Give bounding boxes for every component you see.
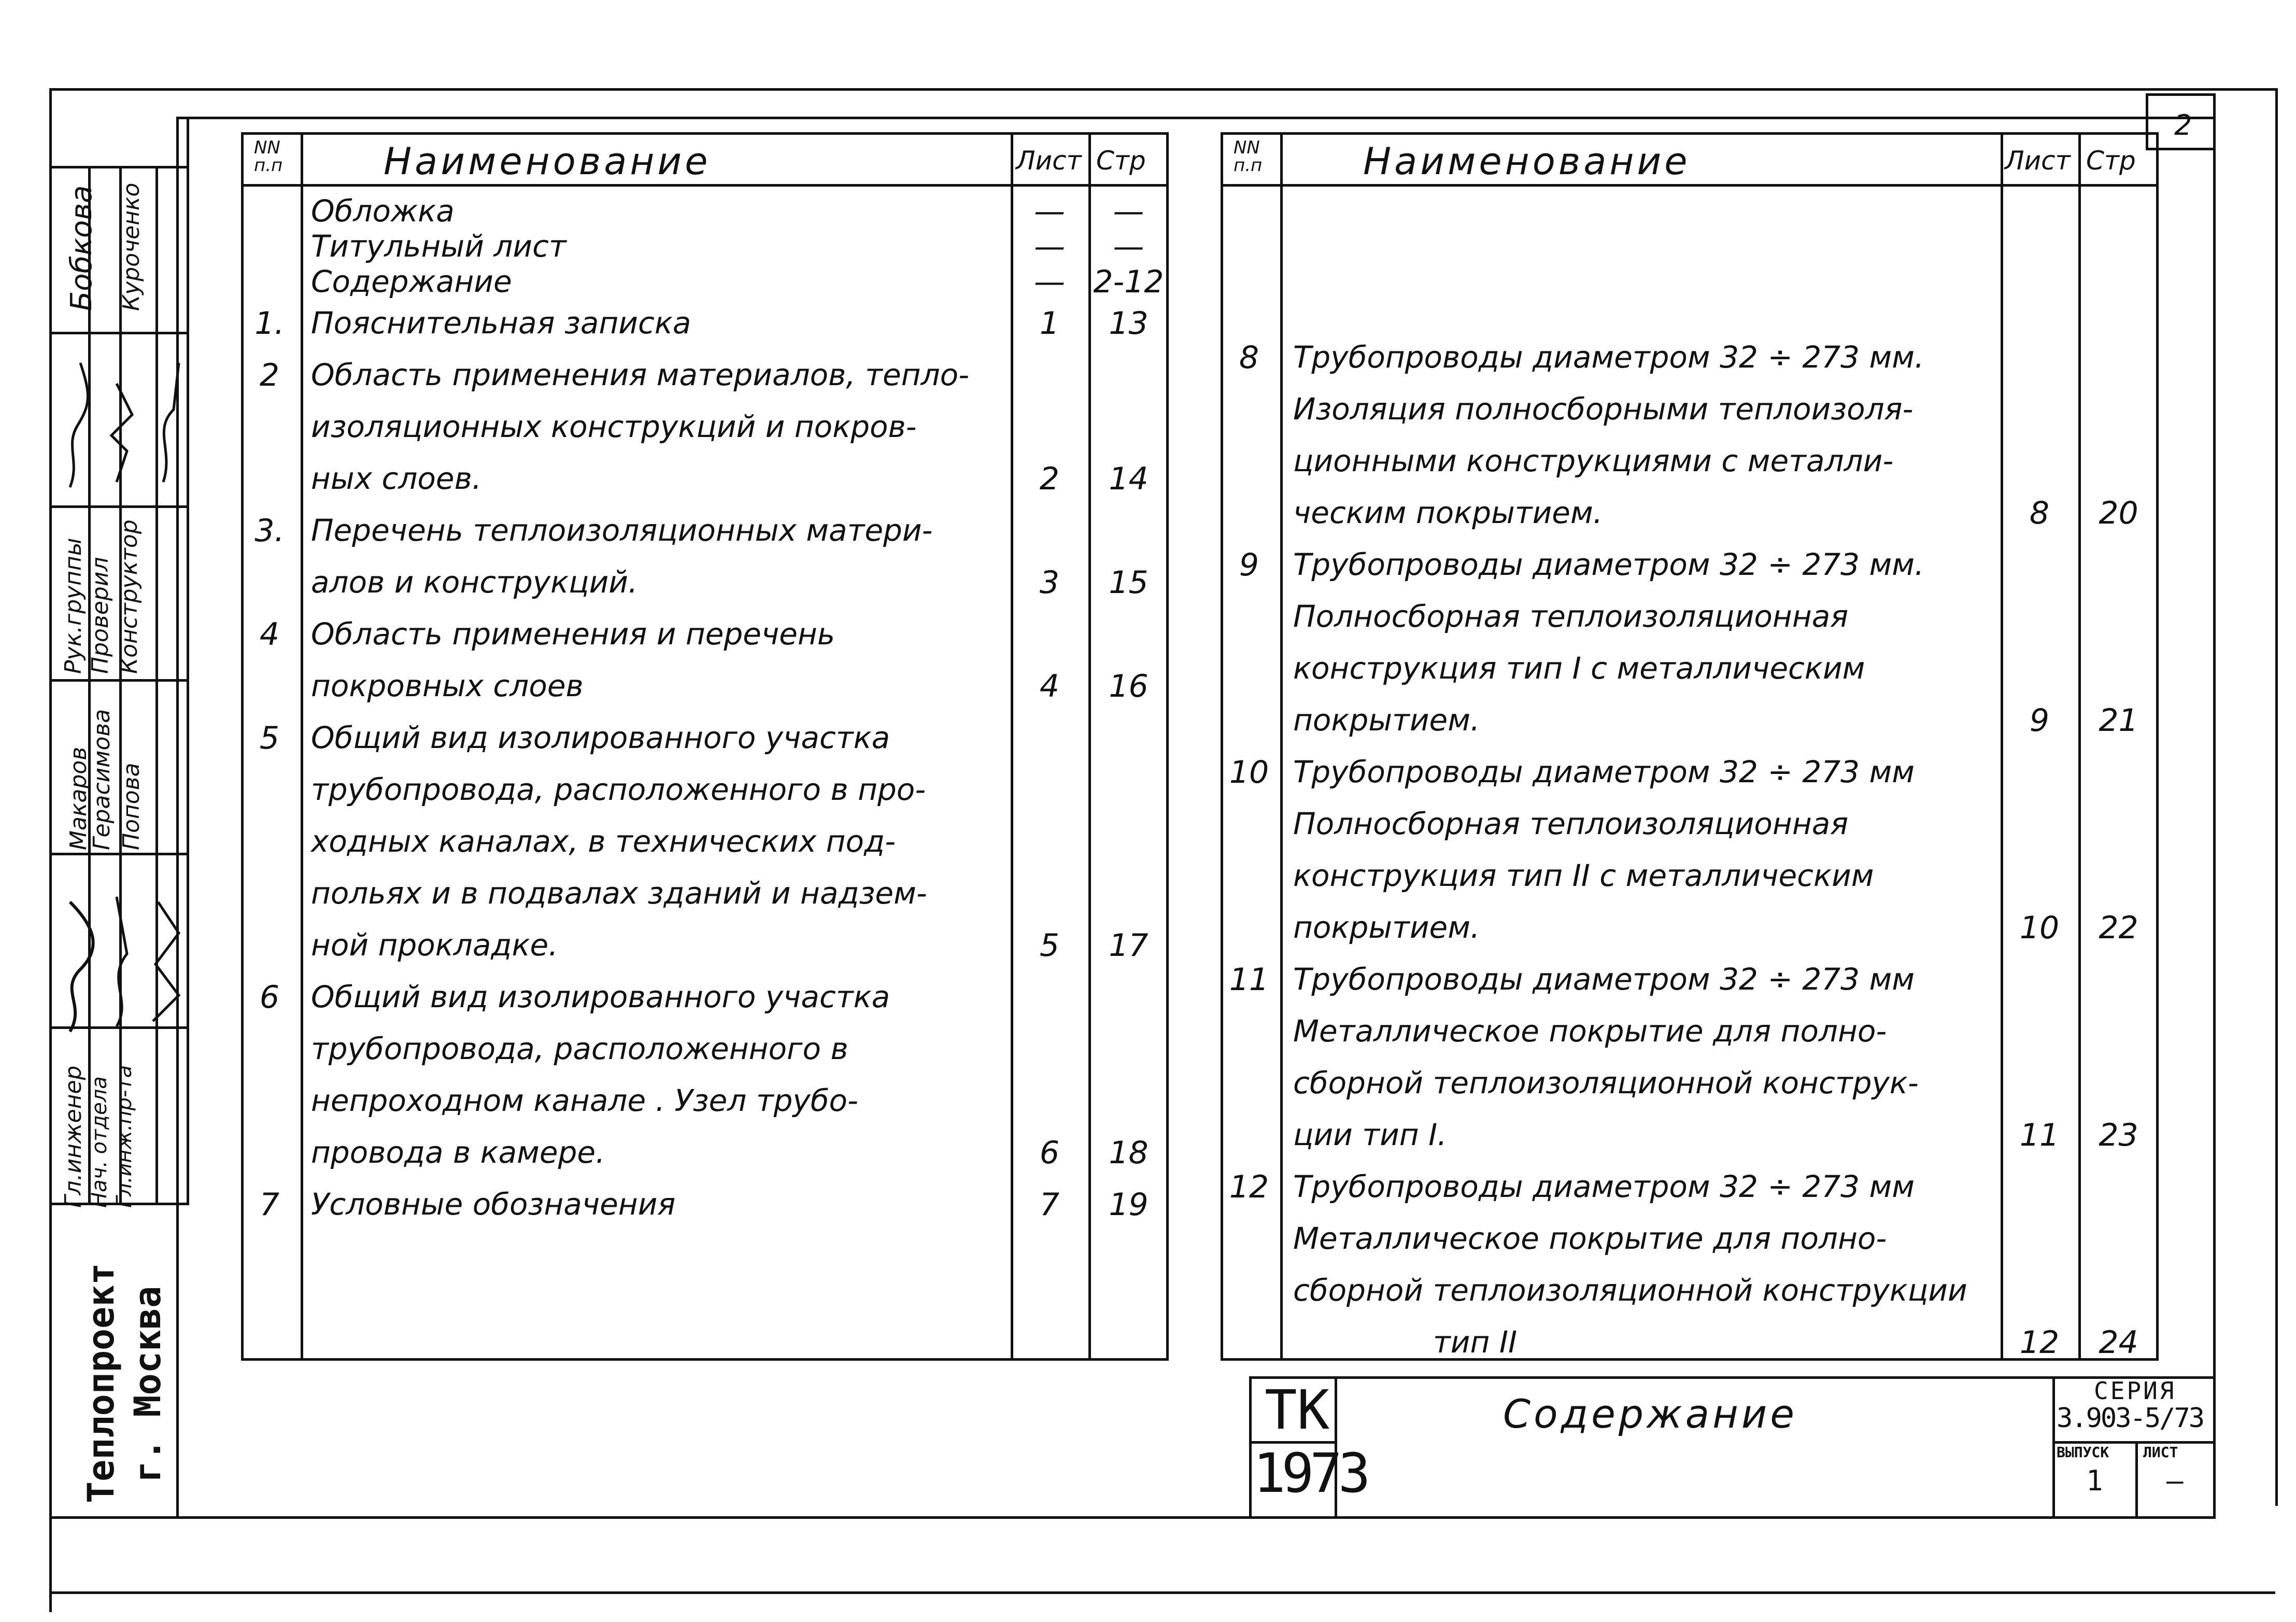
right-header-name: Наименование: [1363, 139, 1691, 183]
row-sheet: 6: [1039, 1135, 1060, 1171]
row-name-line: трубопровода, расположенного в про-: [311, 772, 926, 807]
row-sheet: 3: [1039, 565, 1060, 601]
row-number: 10: [1229, 754, 1269, 791]
row-sheet: 10: [2019, 910, 2060, 946]
row-sheet: 5: [1039, 927, 1060, 964]
sidebar-role-group-lead: Рук.группы: [60, 538, 87, 674]
stamp-series-value: 3.903-5/73: [2057, 1403, 2204, 1434]
row-page: 24: [2099, 1324, 2138, 1361]
row-number: 7: [259, 1187, 280, 1223]
left-table-col-num: [301, 132, 303, 1361]
row-number: 3.: [254, 513, 285, 549]
row-name-line: Пояснительная записка: [311, 305, 691, 341]
row-sheet: —: [1034, 229, 1065, 265]
sidebar-row-0: [49, 166, 187, 168]
row-number: 11: [1229, 962, 1269, 998]
row-name-line: Титульный лист: [311, 229, 566, 264]
row-sheet: 4: [1039, 668, 1060, 704]
row-sheet: —: [1034, 193, 1065, 230]
row-name-line: Трубопроводы диаметром 32 ÷ 273 мм: [1293, 962, 1915, 997]
row-name-line: Перечень теплоизоляционных матери-: [311, 513, 933, 548]
row-name-line: сборной теплоизоляционной конструк-: [1293, 1065, 1919, 1101]
row-name-line: ции тип I.: [1293, 1117, 1447, 1152]
row-name-line: Трубопроводы диаметром 32 ÷ 273 мм: [1293, 1169, 1915, 1204]
signature-marks: [49, 332, 189, 1213]
row-name-line: Изоляция полносборными теплоизоля-: [1293, 391, 1914, 427]
row-name-line: покрытием.: [1293, 702, 1480, 738]
row-page: 20: [2099, 495, 2138, 531]
row-name-line: ционными конструкциями с металли-: [1293, 443, 1894, 478]
row-name-line: покрытием.: [1293, 910, 1480, 945]
row-sheet: —: [1034, 264, 1065, 300]
row-name-line: Металлическое покрытие для полно-: [1293, 1221, 1887, 1256]
organization-name: Теплопроект: [80, 1263, 122, 1503]
stamp-code: ТК: [1265, 1378, 1330, 1442]
row-page: 17: [1109, 927, 1149, 964]
row-name-line: сборной теплоизоляционной конструкции: [1293, 1273, 1967, 1308]
right-table-col-sheet: [2001, 132, 2003, 1361]
outer-top-border: [49, 88, 2275, 91]
row-page: 2-12: [1093, 264, 1164, 300]
right-table-col-num: [1280, 132, 1283, 1361]
row-number: 9: [1239, 547, 1259, 583]
row-name-line: польях и в подвалах зданий и надзем-: [311, 876, 927, 911]
row-sheet: 7: [1039, 1187, 1060, 1223]
row-name-line: Общий вид изолированного участка: [311, 720, 890, 755]
left-header-name: Наименование: [384, 139, 711, 183]
sidebar-name-popova: Попова: [118, 763, 145, 850]
stamp-sheet-label: ЛИСТ: [2143, 1444, 2178, 1461]
row-name-line: Обложка: [311, 193, 455, 229]
right-header-sheet: Лист: [2005, 146, 2071, 176]
sidebar-name-bobkova: Бобкова: [65, 185, 98, 311]
left-header-num: NN п.п: [254, 137, 283, 176]
row-name-line: ходных каналах, в технических под-: [311, 824, 896, 859]
row-sheet: 9: [2029, 702, 2050, 739]
sidebar-name-kurochenko: Куроченко: [118, 182, 145, 311]
right-header-num: NN п.п: [1234, 137, 1263, 176]
sidebar-role-dept-head: Нач. отдела: [88, 1076, 111, 1208]
stamp-title: Содержание: [1503, 1391, 1797, 1437]
row-name-line: Содержание: [311, 264, 512, 299]
row-name-line: Полносборная теплоизоляционная: [1293, 599, 1849, 634]
row-name-line: покровных слоев: [311, 668, 584, 703]
row-sheet: 12: [2019, 1324, 2060, 1361]
sheet-number: 2: [2174, 109, 2192, 142]
row-name-line: трубопровода, расположенного в: [311, 1031, 848, 1066]
row-name-line: Трубопроводы диаметром 32 ÷ 273 мм.: [1293, 340, 1924, 375]
row-name-line: Область применения и перечень: [311, 616, 835, 652]
row-number: 2: [259, 357, 280, 393]
outer-right-border: [2275, 88, 2278, 1506]
row-number: 1.: [254, 305, 285, 342]
row-sheet: 8: [2029, 495, 2050, 531]
organization-city: г. Москва: [126, 1286, 169, 1483]
row-name-line: Условные обозначения: [311, 1187, 676, 1222]
right-table-header-line: [1221, 184, 2159, 187]
left-header-sheet: Лист: [1016, 146, 1082, 176]
outer-bottom-border: [49, 1591, 2275, 1594]
row-name-line: Область применения материалов, тепло-: [311, 357, 970, 392]
left-table-header-line: [241, 184, 1169, 187]
row-page: 13: [1109, 305, 1149, 342]
row-name-line: конструкция тип II с металлическим: [1293, 858, 1874, 893]
sidebar-name-gerasimova: Герасимова: [89, 709, 115, 850]
row-number: 6: [259, 979, 280, 1015]
left-header-page: Стр: [1096, 146, 1146, 176]
stamp-year: 1973: [1253, 1442, 1367, 1505]
row-page: 21: [2099, 702, 2138, 739]
row-name-line: ных слоев.: [311, 461, 482, 496]
row-name-line: тип II: [1433, 1324, 1518, 1360]
row-sheet: 2: [1039, 461, 1060, 497]
row-name-line: Металлическое покрытие для полно-: [1293, 1013, 1887, 1049]
row-name-line: Трубопроводы диаметром 32 ÷ 273 мм.: [1293, 547, 1924, 582]
row-page: 18: [1109, 1135, 1149, 1171]
row-number: 8: [1239, 340, 1259, 376]
row-number: 5: [259, 720, 280, 756]
row-sheet: 1: [1039, 305, 1060, 342]
row-name-line: Полносборная теплоизоляционная: [1293, 806, 1849, 841]
row-page: —: [1113, 193, 1144, 230]
row-name-line: Общий вид изолированного участка: [311, 979, 890, 1014]
stamp-issue-label: ВЫПУСК: [2057, 1444, 2109, 1461]
row-page: 14: [1109, 461, 1149, 497]
row-name-line: провода в камере.: [311, 1135, 605, 1170]
stamp-col-2: [2052, 1376, 2055, 1519]
row-page: 23: [2099, 1117, 2138, 1153]
sidebar-role-chief-engineer: Гл.инженер: [60, 1065, 87, 1208]
row-page: 15: [1109, 565, 1149, 601]
stamp-issue-value: 1: [2086, 1464, 2103, 1497]
right-table-col-page: [2078, 132, 2081, 1361]
sidebar-role-chief-project-engineer: Гл.инж.пр-та: [112, 1065, 136, 1208]
frame-bottom-extension: [49, 1516, 179, 1519]
stamp-col-3: [2135, 1441, 2138, 1519]
row-page: 16: [1109, 668, 1149, 704]
row-name-line: алов и конструкций.: [311, 565, 638, 600]
sidebar-role-designer: Конструктор: [116, 519, 143, 674]
row-page: 22: [2099, 910, 2138, 946]
row-name-line: ной прокладке.: [311, 927, 558, 963]
sidebar-name-makarov: Макаров: [65, 746, 92, 850]
row-name-line: ческим покрытием.: [1293, 495, 1603, 530]
row-sheet: 11: [2019, 1117, 2060, 1153]
row-name-line: конструкция тип I с металлическим: [1293, 651, 1865, 686]
sidebar-role-checked: Проверил: [87, 557, 114, 674]
row-number: 4: [259, 616, 280, 653]
row-name-line: непроходном канале . Узел трубо-: [311, 1083, 858, 1118]
row-number: 12: [1229, 1169, 1269, 1205]
stamp-sheet-value: –: [2166, 1464, 2184, 1497]
stamp-series-label: СЕРИЯ: [2094, 1377, 2176, 1405]
row-page: —: [1113, 229, 1144, 265]
row-name-line: изоляционных конструкций и покров-: [311, 409, 917, 444]
row-page: 19: [1109, 1187, 1149, 1223]
right-header-page: Стр: [2086, 146, 2136, 176]
row-name-line: Трубопроводы диаметром 32 ÷ 273 мм: [1293, 754, 1915, 789]
